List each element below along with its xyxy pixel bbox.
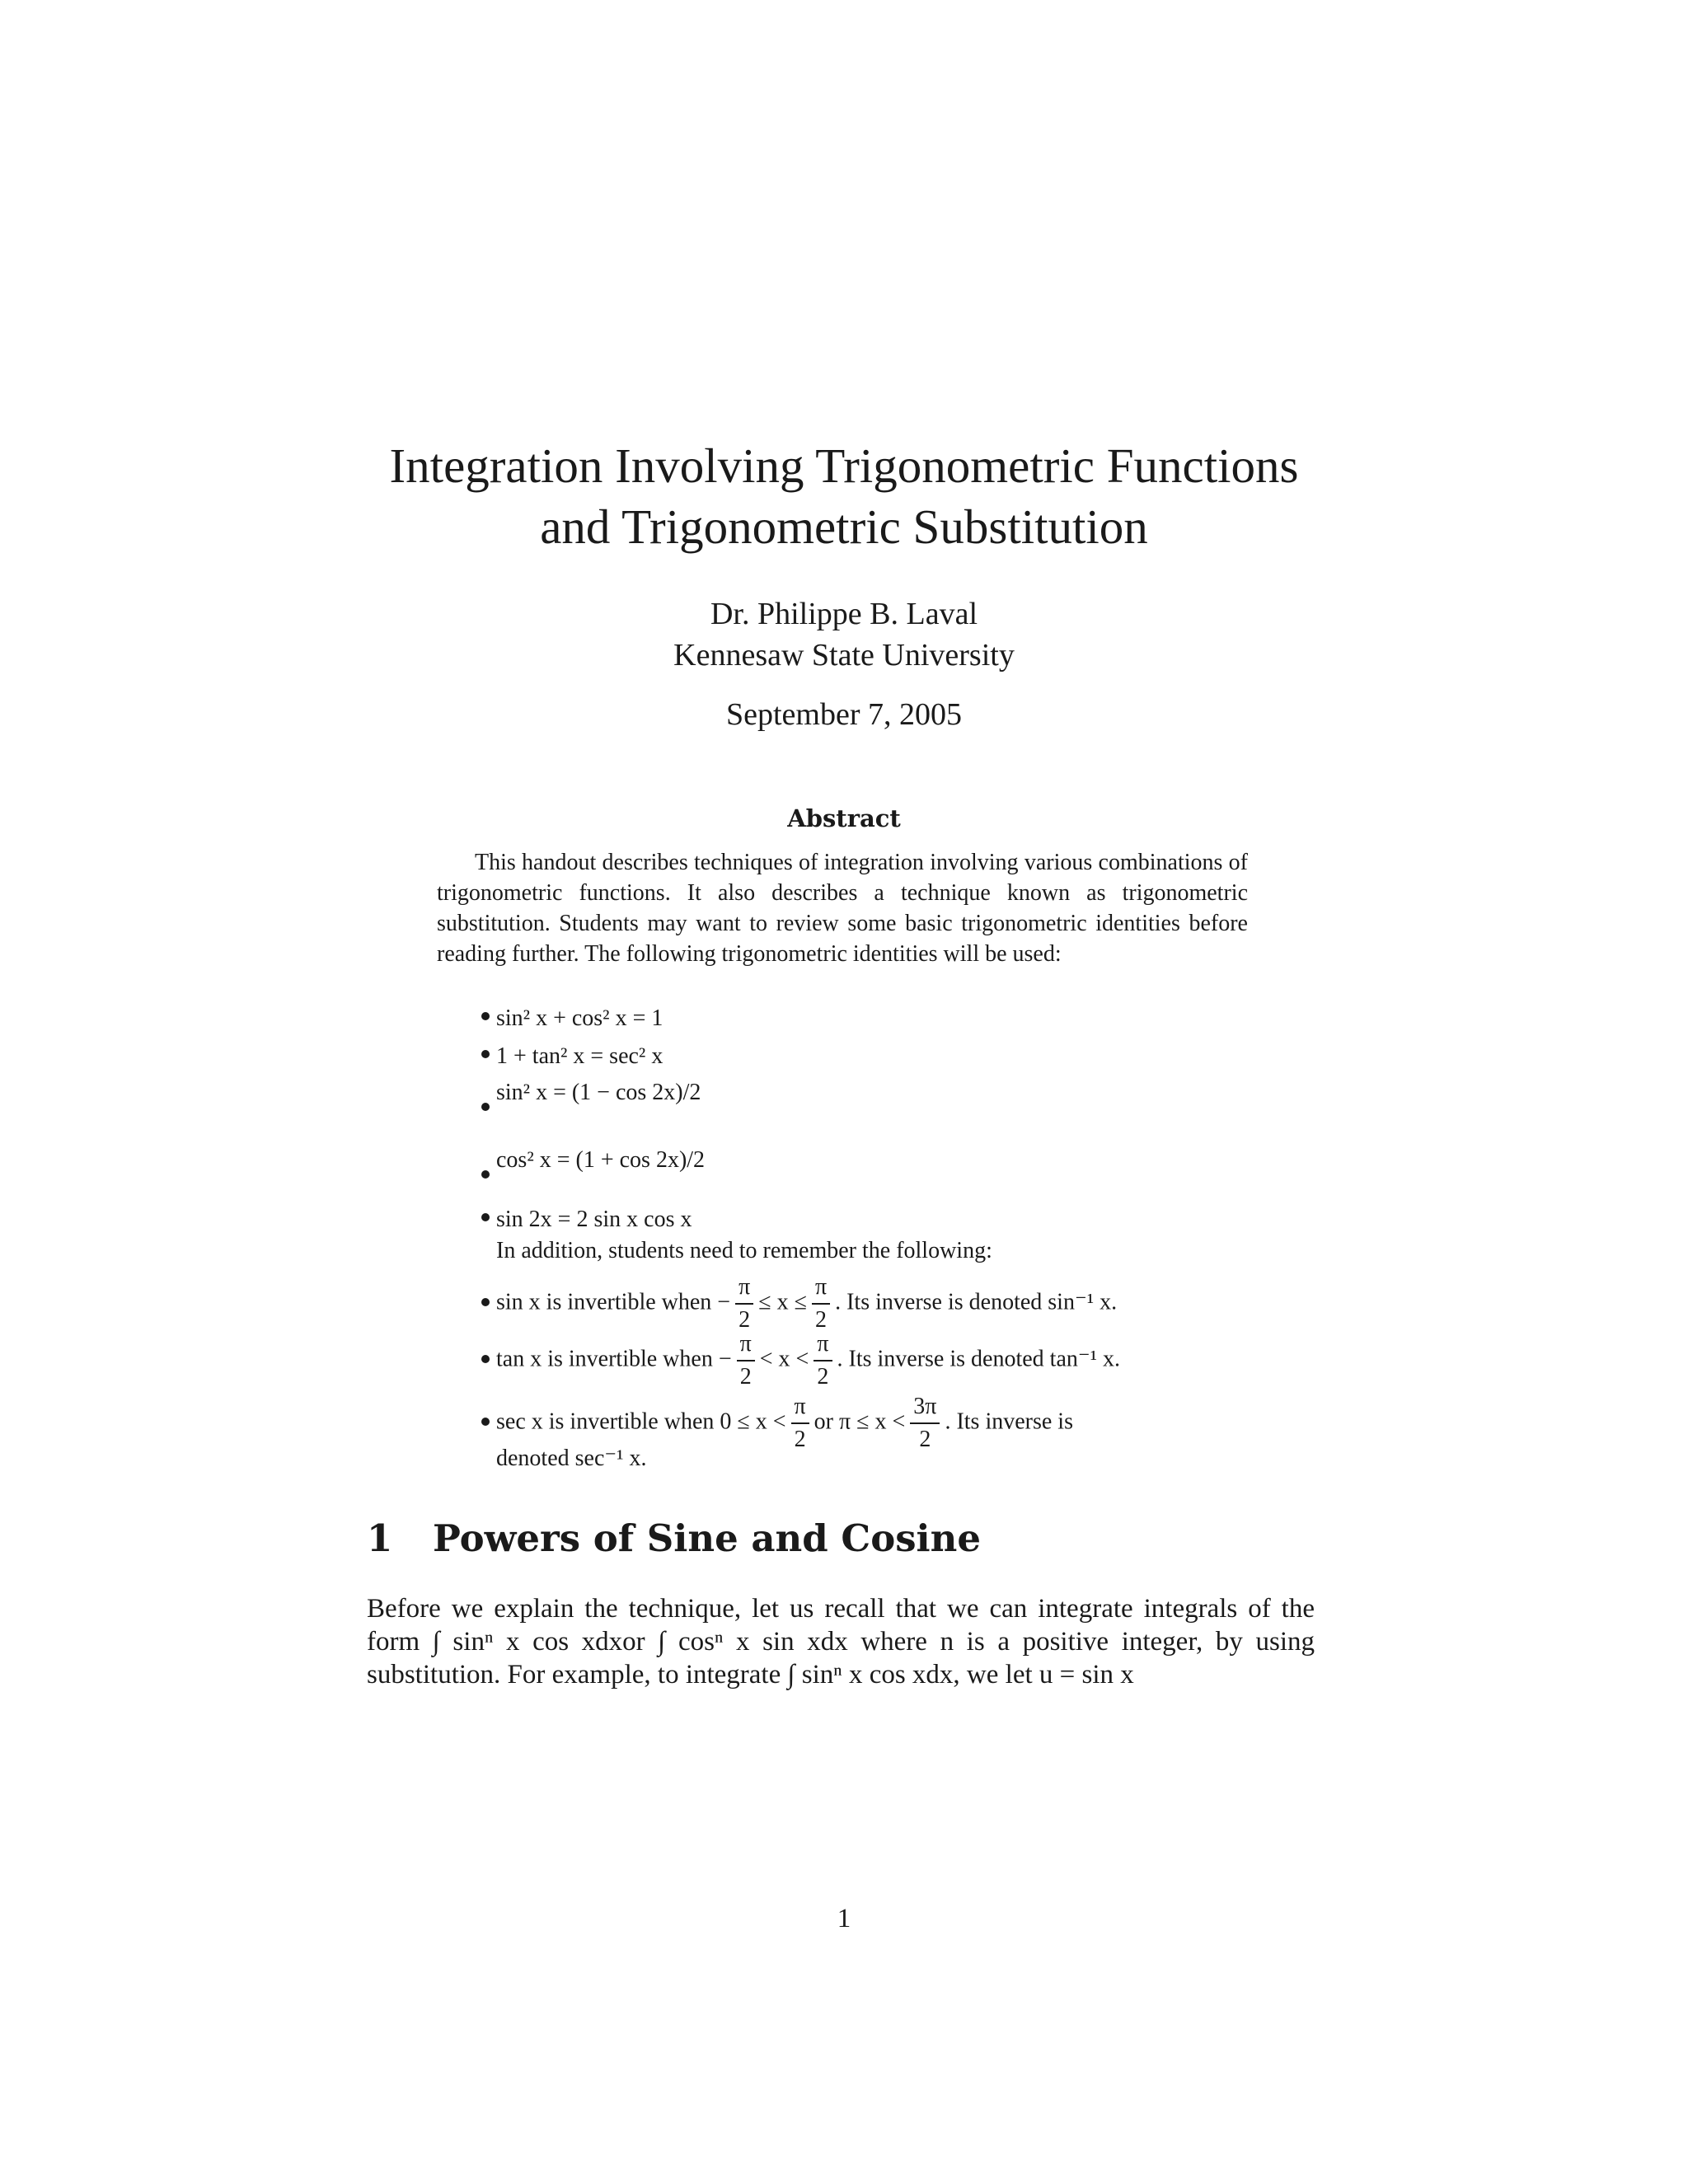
identity-3: sin² x = (1 − cos 2x)/2 [496,1078,701,1108]
author-name: Dr. Philippe B. Laval [710,597,978,631]
identity-5: sin 2x = 2 sin x cos x [496,1205,692,1235]
bullet-icon [481,1170,490,1179]
identity-1: sin² x + cos² x = 1 [496,1004,663,1033]
section-heading [367,1516,981,1560]
paper-date: September 7, 2005 [725,697,962,732]
title-line-1: Integration Involving Trigonometric Functions [389,438,1299,493]
abstract-text: This handout describes techniques of integration involving various combinations of trigonometric functions. It also describes a technique known as trigonometric substitution. Students may want to review some basic trigonometric identities before reading further. The following trigonometric identities will be used: [437,850,1248,967]
addition-text: In addition, students need to remember the following: [496,1238,992,1263]
bullet-icon [481,1050,490,1058]
inverse-fact-sec-continued: denoted sec⁻¹ x. [496,1446,647,1471]
identity-4: cos² x = (1 + cos 2x)/2 [496,1146,705,1175]
author-block [0,593,1688,676]
bullet-icon [481,1103,490,1111]
identity-2: 1 + tan² x = sec² x [496,1042,663,1071]
inverse-fact-tan: tan x is invertible when − $\frac{\pi}{2}$ < x < $\frac{\pi}{2}$ . Its inverse is denoted tan⁻¹ x. [496,1330,1120,1391]
section-title: Powers of Sine and Cosine [433,1516,981,1560]
section-number: 1 [367,1516,393,1560]
author-affiliation: Kennesaw State University [673,638,1015,673]
inverse-fact-sec: sec x is invertible when 0 ≤ x < $\frac{\pi}{2}$ or π ≤ x < $\frac{3\pi}{2}$ . Its inverse is [496,1393,1073,1454]
abstract-heading: Abstract [787,804,901,832]
page-number: 1 [837,1904,851,1933]
bullet-icon [481,1012,490,1020]
title-line-2: and Trigonometric Substitution [540,499,1148,554]
paper-title [0,435,1688,557]
inverse-fact-sin: sin x is invertible when − $\frac{\pi}{2}$ ≤ x ≤ $\frac{\pi}{2}$ . Its inverse is denoted sin⁻¹ x. [496,1273,1117,1334]
bullet-icon [481,1213,490,1221]
section-paragraph: Before we explain the technique, let us recall that we can integrate integrals of the form ∫ sinⁿ x cos xdxor ∫ cosⁿ x sin xdx where n is a positive integer, by using substitution. For example, to integrate ∫ sinⁿ x cos xdx, we let u = sin x [367,1594,1315,1690]
bullet-icon [481,1298,490,1306]
bullet-icon [481,1418,490,1426]
bullet-icon [481,1355,490,1363]
